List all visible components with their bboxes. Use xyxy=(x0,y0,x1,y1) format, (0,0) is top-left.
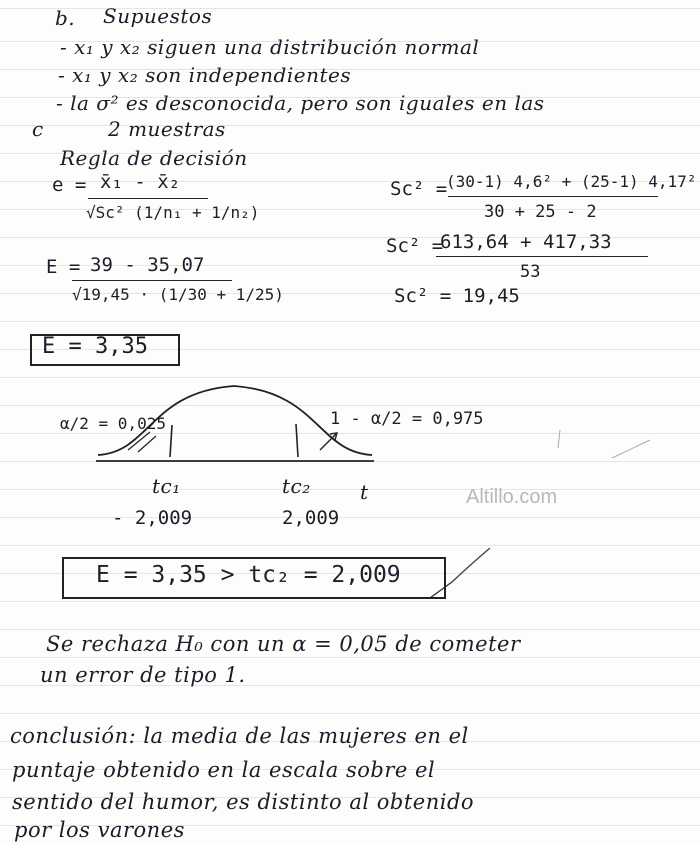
critical-value-label: tc₂ xyxy=(282,474,311,498)
rejection-line: Se rechaza H₀ con un α = 0,05 de cometer xyxy=(46,632,521,656)
variance-lhs: Sc² = xyxy=(386,235,444,257)
conclusion-line: puntaje obtenido en la escala sobre el xyxy=(12,758,436,782)
conclusion-line: por los varones xyxy=(14,818,185,842)
section-title: Supuestos xyxy=(103,4,213,28)
substitution-lhs: E = xyxy=(46,256,81,278)
assumption-item: - x₁ y x₂ siguen una distribución normal xyxy=(60,35,480,59)
section-c-label: c xyxy=(32,117,44,141)
assumption-item: - la σ² es desconocida, pero son iguales en las xyxy=(56,91,545,115)
conclusion-line: conclusión: la media de las mujeres en el xyxy=(10,724,469,748)
t-axis-label: t xyxy=(360,480,369,504)
substitution-denominator: √19,45 · (1/30 + 1/25) xyxy=(72,285,284,304)
critical-value: 2,009 xyxy=(282,507,340,529)
decision-title: Regla de decisión xyxy=(60,146,248,170)
assumption-item: 2 muestras xyxy=(108,117,226,141)
comparison-statement: E = 3,35 > tc₂ = 2,009 xyxy=(96,562,401,588)
right-area-label: 1 - α/2 = 0,975 xyxy=(330,409,484,429)
variance-denominator: 53 xyxy=(520,262,541,282)
variance-numerator: (30-1) 4,6² + (25-1) 4,17² xyxy=(446,172,697,191)
formula-numerator: x̄₁ - x̄₂ xyxy=(100,171,181,193)
variance-result: Sc² = 19,45 xyxy=(394,285,520,307)
variance-denominator: 30 + 25 - 2 xyxy=(484,202,597,222)
statistic-result: E = 3,35 xyxy=(42,334,148,359)
critical-value: - 2,009 xyxy=(112,507,193,529)
section-label: b. xyxy=(55,6,76,30)
formula-lhs: e = xyxy=(52,174,87,196)
rejection-line: un error de tipo 1. xyxy=(40,663,246,687)
conclusion-line: sentido del humor, es distinto al obtenido xyxy=(12,790,475,814)
formula-denominator: √Sc² (1/n₁ + 1/n₂) xyxy=(86,203,260,222)
variance-numerator: 613,64 + 417,33 xyxy=(440,231,612,253)
critical-value-label: tc₁ xyxy=(152,474,181,498)
left-tail-label: α/2 = 0,025 xyxy=(60,414,166,433)
assumption-item: - x₁ y x₂ son independientes xyxy=(58,63,352,87)
variance-lhs: Sc² = xyxy=(390,178,448,200)
watermark: Altillo.com xyxy=(466,486,558,508)
substitution-numerator: 39 - 35,07 xyxy=(90,254,205,276)
